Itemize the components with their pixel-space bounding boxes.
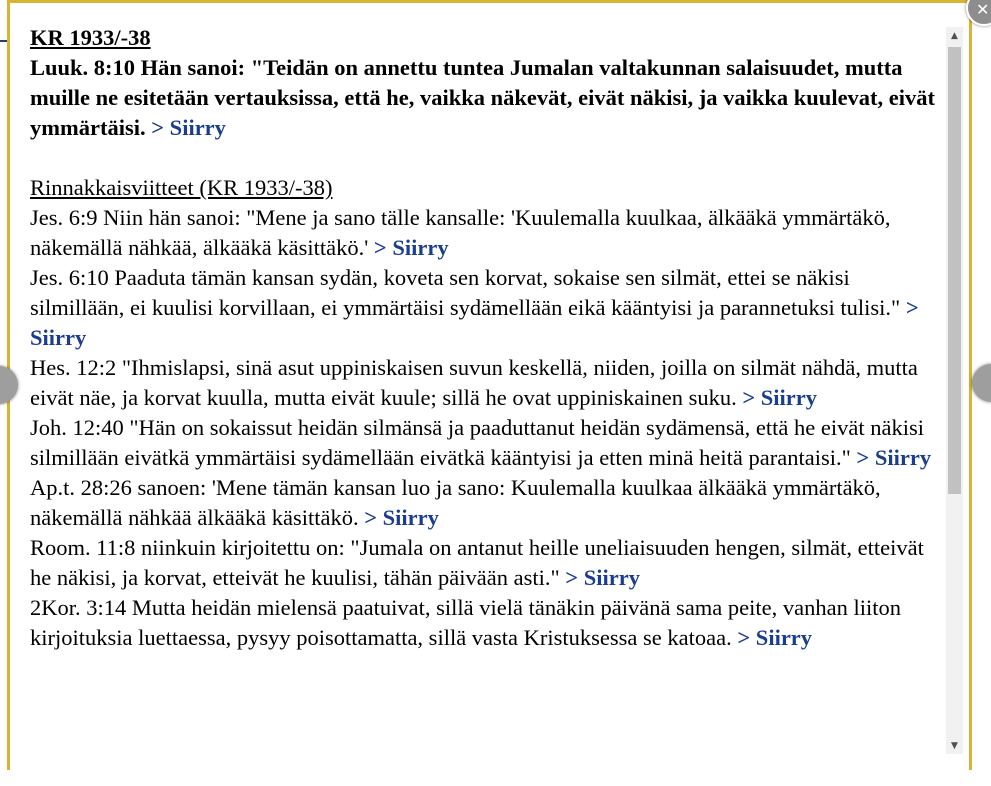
vertical-scrollbar[interactable] — [946, 27, 963, 754]
triangle-up-icon: ▲ — [951, 30, 958, 41]
parallel-references-list — [30, 203, 939, 653]
reference-text: Ap.t. 28:26 sanoen: 'Mene tämän kansan luo ja sano: Kuulemalla kuulkaa älkääkä ymmärtäkö, näkemällä nähkää älkääkä käsittäkö. — [30, 475, 881, 530]
parallel-references-title: Rinnakkaisviitteet (KR 1933/-38) — [30, 175, 333, 200]
verse-popup — [7, 0, 972, 770]
reference-goto-link[interactable]: > Siirry — [373, 235, 449, 260]
reference-item — [30, 533, 939, 593]
reference-text: Joh. 12:40 "Hän on sokaissut heidän silmänsä ja paaduttanut heidän sydämensä, että he eivät näkisi silmillään eivätkä ymmärtäisi sydämellään eivätkä kääntyisi ja etten minä heitä parantaisi." — [30, 415, 924, 470]
scrollbar-thumb[interactable] — [948, 47, 961, 494]
popup-content — [10, 23, 945, 653]
reference-text: Room. 11:8 niinkuin kirjoitettu on: "Jumala on antanut heille uneliaisuuden hengen, silmät, etteivät he näkisi, ja korvat, etteivät he kuulisi, tähän päivään asti." — [30, 535, 924, 590]
reference-item — [30, 353, 939, 413]
popup-scroll-area[interactable] — [10, 23, 945, 750]
reference-goto-link[interactable]: > Siirry — [565, 565, 640, 590]
reference-item — [30, 413, 939, 473]
main-verse-text: Luuk. 8:10 Hän sanoi: "Teidän on annettu tuntea Jumalan valtakunnan salaisuudet, mutta muille ne esitetään vertauksissa, että he, vaikka näkevät, eivät näkisi, ja vaikka kuulevat, eivät ymmärtäisi. — [30, 55, 936, 140]
translation-heading: KR 1933/-38 — [30, 25, 151, 50]
section-spacer — [30, 143, 939, 173]
reference-item — [30, 203, 939, 263]
reference-text: Hes. 12:2 "Ihmislapsi, sinä asut uppiniskaisen suvun keskellä, niiden, joilla on silmät nähdä, mutta eivät näe, ja korvat kuulla, mutta eivät kuule; sillä he ovat uppiniskainen suku. — [30, 355, 918, 410]
reference-goto-link[interactable]: > Siirry — [30, 295, 919, 350]
scroll-down-button[interactable] — [946, 737, 963, 754]
reference-text: Jes. 6:9 Niin hän sanoi: "Mene ja sano tälle kansalle: 'Kuulemalla kuulkaa, älkääkä ymmärtäkö, näkemällä nähkää, älkääkä käsittäkö.' — [30, 205, 891, 260]
main-verse-goto-link[interactable]: > Siirry — [151, 115, 226, 140]
reference-goto-link[interactable]: > Siirry — [856, 445, 932, 470]
close-icon: ✕ — [976, 0, 990, 19]
triangle-down-icon: ▼ — [951, 740, 958, 751]
reference-goto-link[interactable]: > Siirry — [364, 505, 439, 530]
reference-goto-link[interactable]: > Siirry — [742, 385, 818, 410]
reference-goto-link[interactable]: > Siirry — [737, 625, 813, 650]
reference-item — [30, 263, 939, 353]
reference-text: Jes. 6:10 Paaduta tämän kansan sydän, koveta sen korvat, sokaise sen silmät, ettei se näkisi silmillään, ei kuulisi korvillaan, ei ymmärtäisi sydämellään eikä kääntyisi ja parannetuksi tulisi." — [30, 265, 906, 320]
reference-item — [30, 473, 939, 533]
main-verse — [30, 53, 939, 143]
reference-text: 2Kor. 3:14 Mutta heidän mielensä paatuivat, sillä vielä tänäkin päivänä sama peite, vanhan liiton kirjoituksia luettaessa, pysyy poisottamatta, sillä vasta Kristuksessa se katoaa. — [30, 595, 901, 650]
reference-item — [30, 593, 939, 653]
scroll-up-button[interactable] — [946, 27, 963, 44]
